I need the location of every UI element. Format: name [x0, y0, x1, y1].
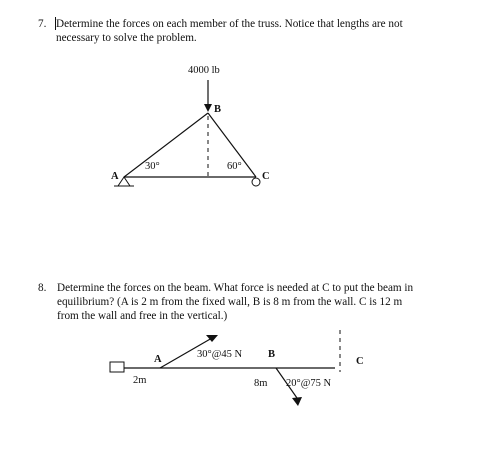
dist-b-label: 8m	[254, 378, 268, 389]
problem-7-text-line-1: Determine the forces on each member of the truss. Notice that lengths are not	[56, 18, 403, 30]
angle-right-label: 60°	[227, 161, 242, 172]
load-label: 4000 lb	[188, 65, 220, 76]
point-b-label: B	[268, 349, 276, 360]
force-b-label: 20°@75 N	[286, 378, 332, 389]
problem-7-text-line-2: necessary to solve the problem.	[56, 32, 197, 44]
point-a-label: A	[154, 354, 162, 365]
problem-8-text-line-1: Determine the forces on the beam. What force is needed at C to put the beam in	[57, 282, 414, 294]
joint-b-label: B	[214, 104, 222, 115]
problem-8-text-line-3: from the wall and free in the vertical.)	[57, 310, 228, 322]
problem-8-text-line-2: equilibrium? (A is 2 m from the fixed wall, B is 8 m from the wall. C is 12 m	[57, 296, 403, 308]
point-c-label: C	[356, 356, 364, 367]
fixed-wall-block	[110, 362, 124, 372]
problem-7-number: 7.	[38, 18, 47, 30]
problem-8-number: 8.	[38, 282, 47, 294]
joint-c-label: C	[262, 171, 270, 182]
force-a-label: 30°@45 N	[197, 349, 243, 360]
force-b-head	[292, 397, 302, 406]
dist-a-label: 2m	[133, 375, 147, 386]
angle-left-label: 30°	[145, 161, 160, 172]
joint-a-label: A	[111, 171, 119, 182]
